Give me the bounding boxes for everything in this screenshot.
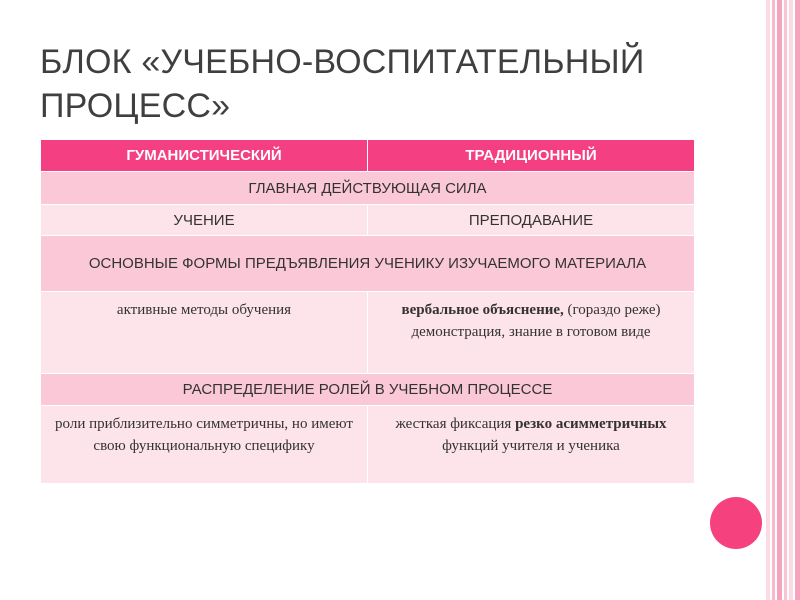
cell-rigid-fixation <box>368 406 695 484</box>
plain-text: функций учителя и ученика <box>442 438 620 454</box>
decorative-circle <box>710 497 762 549</box>
cell-symmetric-roles: роли приблизительно симметричны, но имеют свою функциональную специфику <box>41 406 368 484</box>
section-presentation-forms: ОСНОВНЫЕ ФОРМЫ ПРЕДЪЯВЛЕНИЯ УЧЕНИКУ ИЗУЧАЕМОГО МАТЕРИАЛА <box>41 236 695 292</box>
table-row <box>41 292 695 374</box>
cell-teaching: ПРЕПОДАВАНИЕ <box>368 205 695 236</box>
bold-text: резко асимметричных <box>515 416 667 432</box>
section-row <box>41 374 695 406</box>
decorative-stripe <box>795 0 800 600</box>
header-humanistic: ГУМАНИСТИЧЕСКИЙ <box>41 140 368 172</box>
table-row <box>41 406 695 484</box>
slide-title-line-2: ПРОЦЕСС» <box>40 87 231 125</box>
section-main-force: ГЛАВНАЯ ДЕЙСТВУЮЩАЯ СИЛА <box>41 172 695 205</box>
decorative-stripe <box>772 0 775 600</box>
slide-title-line-1: БЛОК «УЧЕБНО-ВОСПИТАТЕЛЬНЫЙ <box>40 43 645 81</box>
decorative-stripe <box>784 0 787 600</box>
cell-active-methods: активные методы обучения <box>41 292 368 374</box>
decorative-stripe <box>766 0 770 600</box>
cell-verbal-explanation <box>368 292 695 374</box>
bold-text: вербальное объяснение, <box>401 302 564 318</box>
table-row <box>41 205 695 236</box>
comparison-table <box>40 139 695 484</box>
cell-learning: УЧЕНИЕ <box>41 205 368 236</box>
section-row <box>41 236 695 292</box>
plain-text: жесткая фиксация <box>395 416 516 432</box>
plain-text: (гораздо реже) демонстрация, знание в готовом виде <box>411 302 661 340</box>
section-row <box>41 172 695 205</box>
table-header-row <box>41 140 695 172</box>
section-role-distribution: РАСПРЕДЕЛЕНИЕ РОЛЕЙ В УЧЕБНОМ ПРОЦЕССЕ <box>41 374 695 406</box>
decorative-stripe <box>777 0 782 600</box>
header-traditional: ТРАДИЦИОННЫЙ <box>368 140 695 172</box>
decorative-stripe <box>789 0 793 600</box>
slide-title <box>40 40 740 128</box>
